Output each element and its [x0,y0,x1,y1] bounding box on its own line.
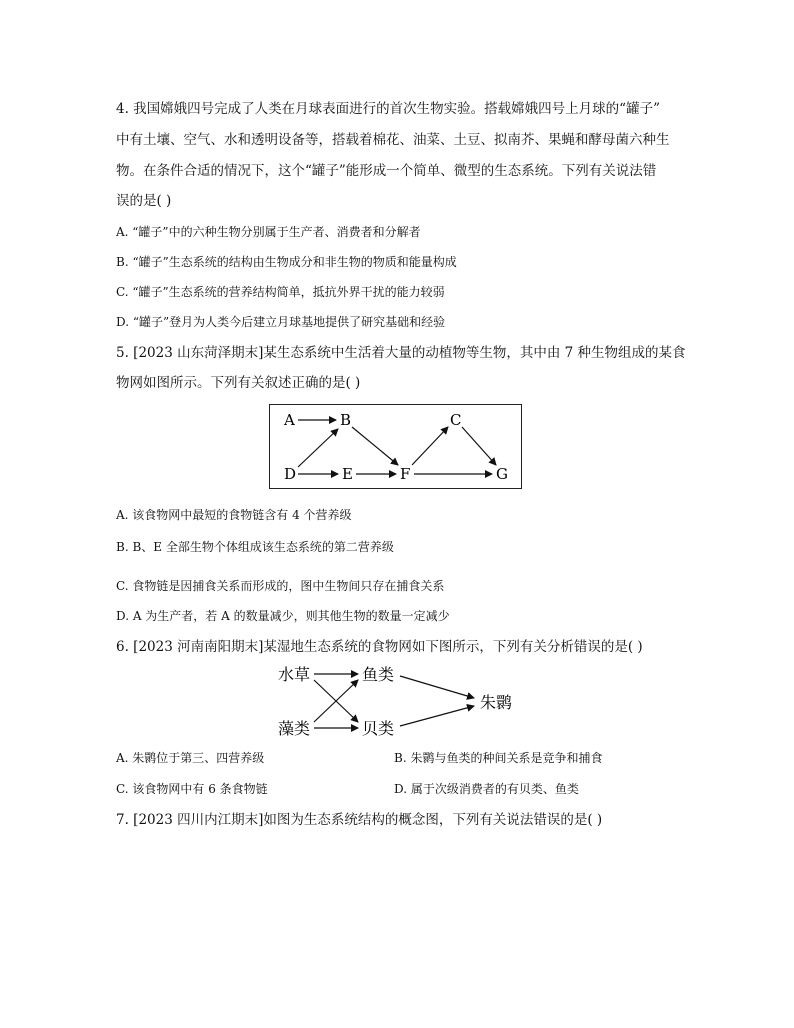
q7-stem: 7. [2023 四川内江期末]如图为生态系统结构的概念图，下列有关说法错误的是( ) [116,812,603,828]
node-yulei: 鱼类 [362,665,395,684]
node-e: E [342,465,353,483]
q4-stem-line-1: 4. 我国嫦娥四号完成了人类在月球表面进行的首次生物实验。搭载嫦娥四号上月球的“罐子” [116,101,660,117]
q5-option-a: A. 该食物网中最短的食物链含有 4 个营养级 [116,508,352,522]
q5-option-d: D. A 为生产者，若 A 的数量减少，则其他生物的数量一定减少 [116,609,450,623]
q4-stem-line-3: 物。在条件合适的情况下，这个“罐子”能形成一个简单、微型的生态系统。下列有关说法错 [116,163,657,179]
arrow-d-b [298,429,338,467]
node-shuicao: 水草 [278,665,311,684]
node-f: F [400,465,411,483]
food-web-svg-1 [270,405,520,487]
q4-option-c: C. “罐子”生态系统的营养结构简单，抵抗外界干扰的能力较弱 [116,285,445,299]
q5-stem-line-2: 物网如图所示。下列有关叙述正确的是( ) [116,375,361,391]
wetland-food-web-diagram [274,660,534,742]
q4-option-a: A. “罐子”中的六种生物分别属于生产者、消费者和分解者 [116,225,421,239]
q6-option-b: B. 朱鹮与鱼类的种间关系是竞争和捕食 [394,751,603,765]
q5-option-c: C. 食物链是因捕食关系而形成的，图中生物间只存在捕食关系 [116,579,445,593]
arrow-b-f [352,427,398,465]
q5-option-b: B. B、E 全部生物个体组成该生态系统的第二营养级 [116,540,394,554]
q5-stem-line-1: 5. [2023 山东菏泽期末]某生态系统中生活着大量的动植物等生物，其中由 7 种生物组成的某食 [116,345,686,361]
q4-option-b: B. “罐子”生态系统的结构由生物成分和非生物的物质和能量构成 [116,255,457,269]
q6-option-a: A. 朱鹮位于第三、四营养级 [116,751,265,765]
arrow-yulei-zhuhuan [400,676,474,698]
q6-stem: 6. [2023 河南南阳期末]某湿地生态系统的食物网如下图所示，下列有关分析错误的是( ) [116,639,643,655]
q4-stem-line-4: 误的是( ) [116,193,172,209]
q4-stem-line-2: 中有土壤、空气、水和透明设备等，搭载着棉花、油菜、土豆、拟南芥、果蝇和酵母菌六种生 [116,132,670,148]
food-web-svg-2 [274,660,534,742]
q6-option-c: C. 该食物网中有 6 条食物链 [116,782,268,796]
node-zhuhuan: 朱鹮 [480,693,513,712]
arrow-f-c [412,427,448,465]
food-web-diagram-7 [269,404,522,489]
node-c: C [450,411,462,429]
node-d: D [284,465,297,483]
node-b: B [340,411,352,429]
node-g: G [496,465,508,483]
arrow-beilei-zhuhuan [400,706,474,726]
node-zaolei: 藻类 [278,719,311,738]
node-a: A [284,411,295,429]
node-beilei: 贝类 [362,719,395,738]
q4-option-d: D. “罐子”登月为人类今后建立月球基地提供了研究基础和经验 [116,315,446,329]
arrow-c-g [462,427,496,465]
q6-option-d: D. 属于次级消费者的有贝类、鱼类 [394,782,579,796]
